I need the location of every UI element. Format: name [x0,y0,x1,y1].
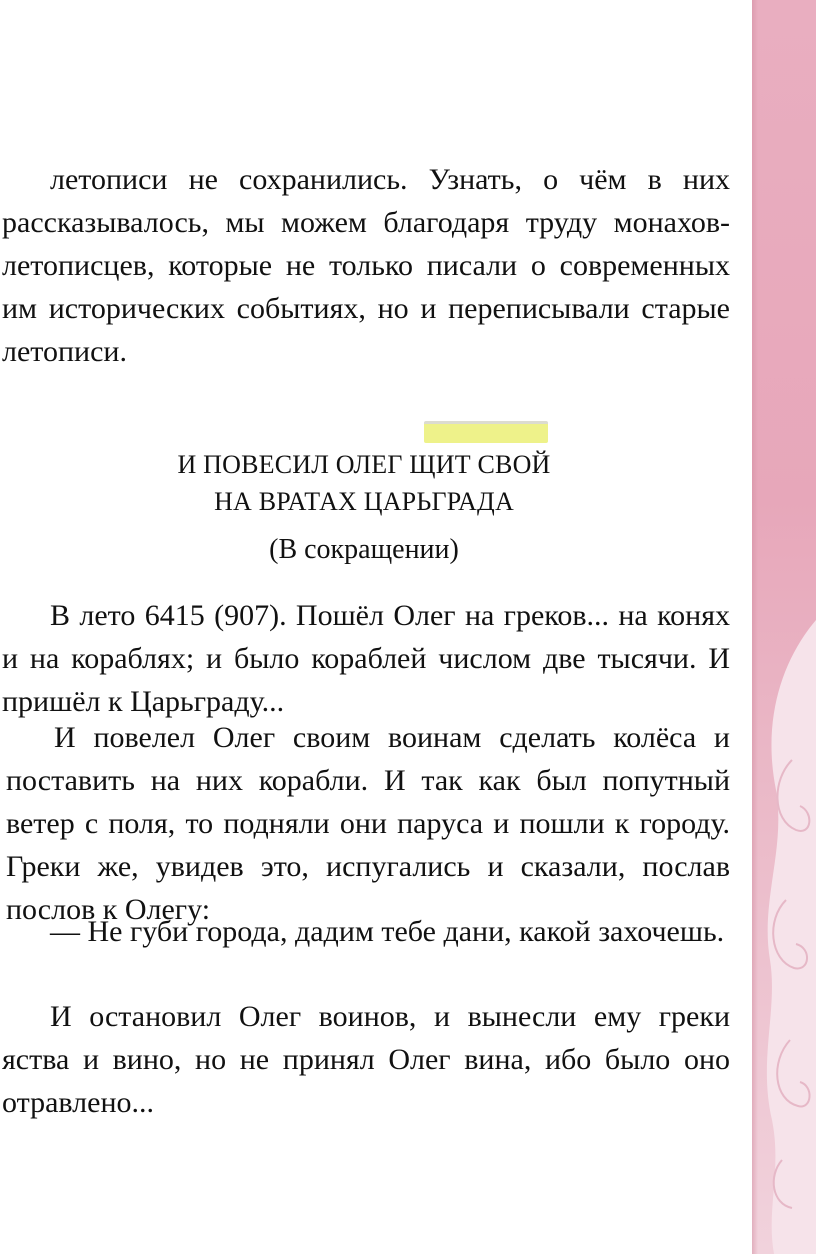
story-title-line-2: НА ВРАТАХ ЦАРЬГРАДА [214,487,514,516]
story-subtitle: (В сокращении) [269,534,459,565]
story-title-line-1: И ПОВЕСИЛ ОЛЕГ ЩИТ СВОЙ [177,450,551,479]
body-paragraph-4 [2,995,730,1124]
floral-ornament-icon [752,0,816,1254]
paragraph-text: И повелел Олег своим воинам сделать колёса и поставить на них корабли. И так как был попутный ветер с поля, то подняли они паруса и пошли к городу. Греки же, увидев это, испугались и сказали, послав послов к Олегу: [6,721,730,926]
paragraph-text: В лето 6415 (907). Пошёл Олег на греков... на конях и на кораблях; и было кораблей числом две тысячи. И пришёл к Царьграду... [2,599,730,718]
intro-text: летописи не сохранились. Узнать, о чём в них рассказывалось, мы можем благодаря труду монахов-летописцев, которые не только писали о современных им исторических событиях, но и переписывали старые летописи. [2,163,730,368]
body-paragraph-2 [6,716,730,931]
highlighter-mark-icon [424,421,548,443]
paragraph-text: И остановил Олег воинов, и вынесли ему греки яства и вино, но не принял Олег вина, ибо было оно отравлено... [2,1000,730,1119]
intro-paragraph [2,158,730,373]
body-paragraph-1 [2,594,730,723]
body-paragraph-3 [2,910,730,953]
paragraph-text: — Не губи города, дадим тебе дани, какой захочешь. [50,915,725,948]
